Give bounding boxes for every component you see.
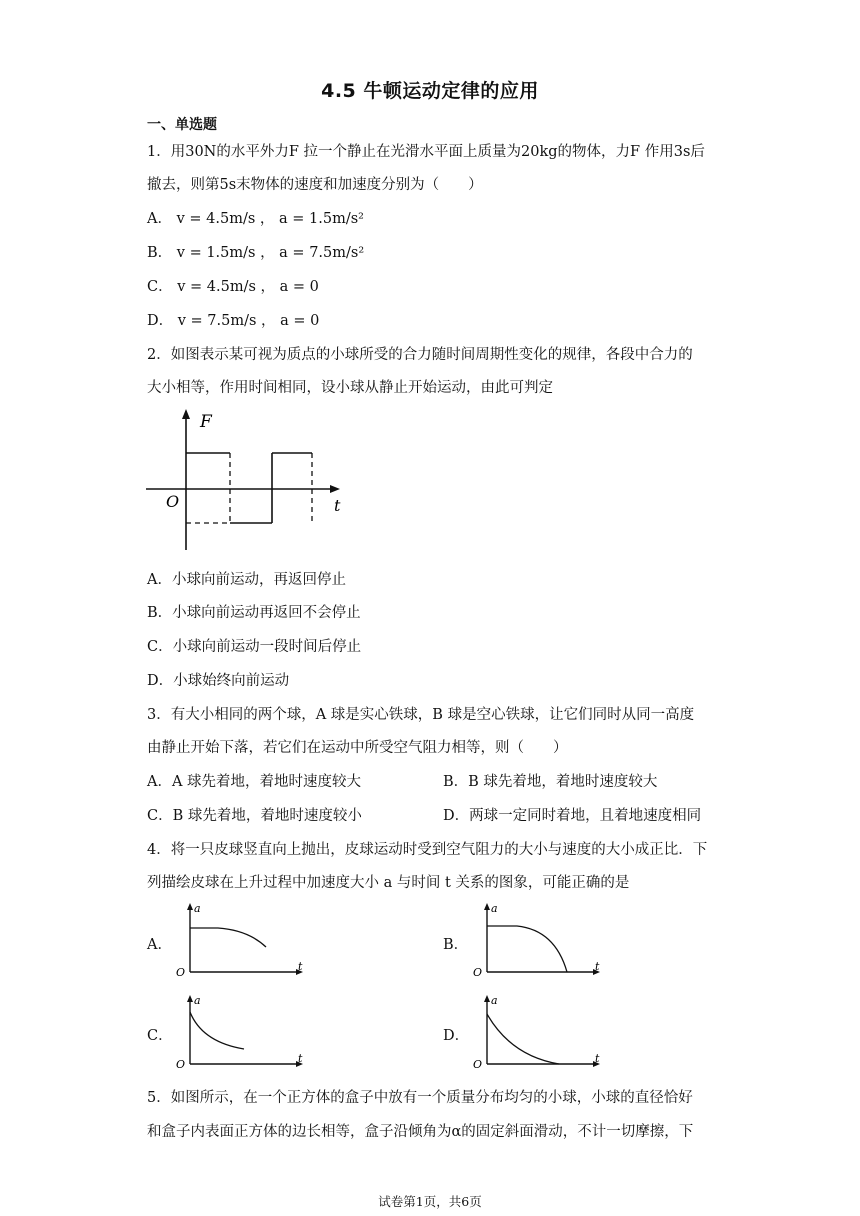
q4b-y-label: a	[491, 902, 498, 915]
q4a-origin-label: O	[176, 966, 186, 979]
q1-option-c: C． v = 4.5m/s ， a = 0	[147, 279, 319, 295]
q1-option-b: B． v = 1.5m/s ， a = 7.5m/s²	[147, 245, 365, 261]
q2-stem-line2: 大小相等，作用时间相同，设小球从静止开始运动，由此可判定	[147, 380, 553, 396]
q4-option-a-label: A．	[147, 937, 172, 953]
q2-option-c: C．小球向前运动一段时间后停止	[147, 639, 362, 655]
q4b-y-arrow-icon	[484, 903, 490, 910]
q2-origin-label: O	[166, 492, 180, 511]
q3-option-c: C．B 球先着地，着地时速度较小	[147, 808, 362, 824]
q1-stem-line2: 撤去，则第5s末物体的速度和加速度分别为（ ）	[147, 177, 483, 193]
q2-y-label: F	[200, 412, 212, 432]
q2-force-time-graph	[142, 405, 362, 555]
q4-stem-line1: 4．将一只皮球竖直向上抛出，皮球运动时受到空气阻力的大小与速度的大小成正比．下	[147, 842, 708, 858]
q4d-x-label: t	[595, 1052, 600, 1065]
q4-stem-line2: 列描绘皮球在上升过程中加速度大小 a 与时间 t 关系的图象，可能正确的是	[147, 875, 630, 891]
q1-stem-line1: 1．用30N的水平外力F 拉一个静止在光滑水平面上质量为20kg的物体，力F 作用3s后	[147, 144, 705, 160]
q2-option-b: B．小球向前运动再返回不会停止	[147, 605, 361, 621]
section-heading: 一、单选题	[147, 117, 217, 133]
q1-option-a: A． v = 4.5m/s ， a = 1.5m/s²	[147, 211, 364, 227]
q5-stem-line2: 和盒子内表面正方体的边长相等，盒子沿倾角为α的固定斜面滑动，不计一切摩擦，下	[147, 1124, 694, 1140]
q4b-origin-label: O	[473, 966, 483, 979]
q4b-x-label: t	[595, 960, 600, 973]
page-title: 4.5 牛顿运动定律的应用	[321, 80, 539, 102]
q4c-y-label: a	[194, 994, 201, 1007]
q4c-origin-label: O	[176, 1058, 186, 1071]
q4-graph-b	[467, 900, 612, 980]
q4d-y-arrow-icon	[484, 995, 490, 1002]
q3-option-a: A．A 球先着地，着地时速度较大	[147, 774, 362, 790]
q4c-y-arrow-icon	[187, 995, 193, 1002]
q2-x-arrow-icon	[330, 485, 340, 493]
q3-stem-line1: 3．有大小相同的两个球，A 球是实心铁球，B 球是空心铁球，让它们同时从同一高度	[147, 707, 695, 723]
q4d-y-label: a	[491, 994, 498, 1007]
q4d-origin-label: O	[473, 1058, 483, 1071]
q2-option-d: D．小球始终向前运动	[147, 673, 290, 689]
q4c-curve	[190, 1012, 244, 1049]
q2-x-label: t	[334, 496, 341, 515]
q4-option-c-label: C．	[147, 1028, 173, 1044]
q1-option-d: D． v = 7.5m/s ， a = 0	[147, 313, 320, 329]
q4-graph-d	[467, 992, 612, 1072]
q5-stem-line1: 5．如图所示，在一个正方体的盒子中放有一个质量分布均匀的小球，小球的直径恰好	[147, 1090, 693, 1106]
q4-graph-a	[170, 900, 310, 980]
q3-stem-line2: 由静止开始下落，若它们在运动中所受空气阻力相等，则（ ）	[147, 740, 568, 756]
q4-graph-c	[170, 992, 310, 1072]
q4-option-b-label: B．	[443, 937, 469, 953]
q4d-curve	[487, 1014, 559, 1064]
q4b-curve	[487, 926, 567, 972]
q4a-y-arrow-icon	[187, 903, 193, 910]
page-footer: 试卷第1页，共6页	[378, 1194, 482, 1209]
q2-stem-line1: 2．如图表示某可视为质点的小球所受的合力随时间周期性变化的规律，各段中合力的	[147, 347, 693, 363]
q4a-y-label: a	[194, 902, 201, 915]
q2-option-a: A．小球向前运动，再返回停止	[147, 572, 346, 588]
q4a-curve	[190, 928, 266, 947]
q4c-x-label: t	[298, 1052, 303, 1065]
q4a-x-label: t	[298, 960, 303, 973]
q3-option-d: D．两球一定同时着地，且着地速度相同	[443, 808, 702, 824]
q3-option-b: B．B 球先着地，着地时速度较大	[443, 774, 658, 790]
q2-y-arrow-icon	[182, 409, 190, 419]
q4-option-d-label: D．	[443, 1028, 470, 1044]
